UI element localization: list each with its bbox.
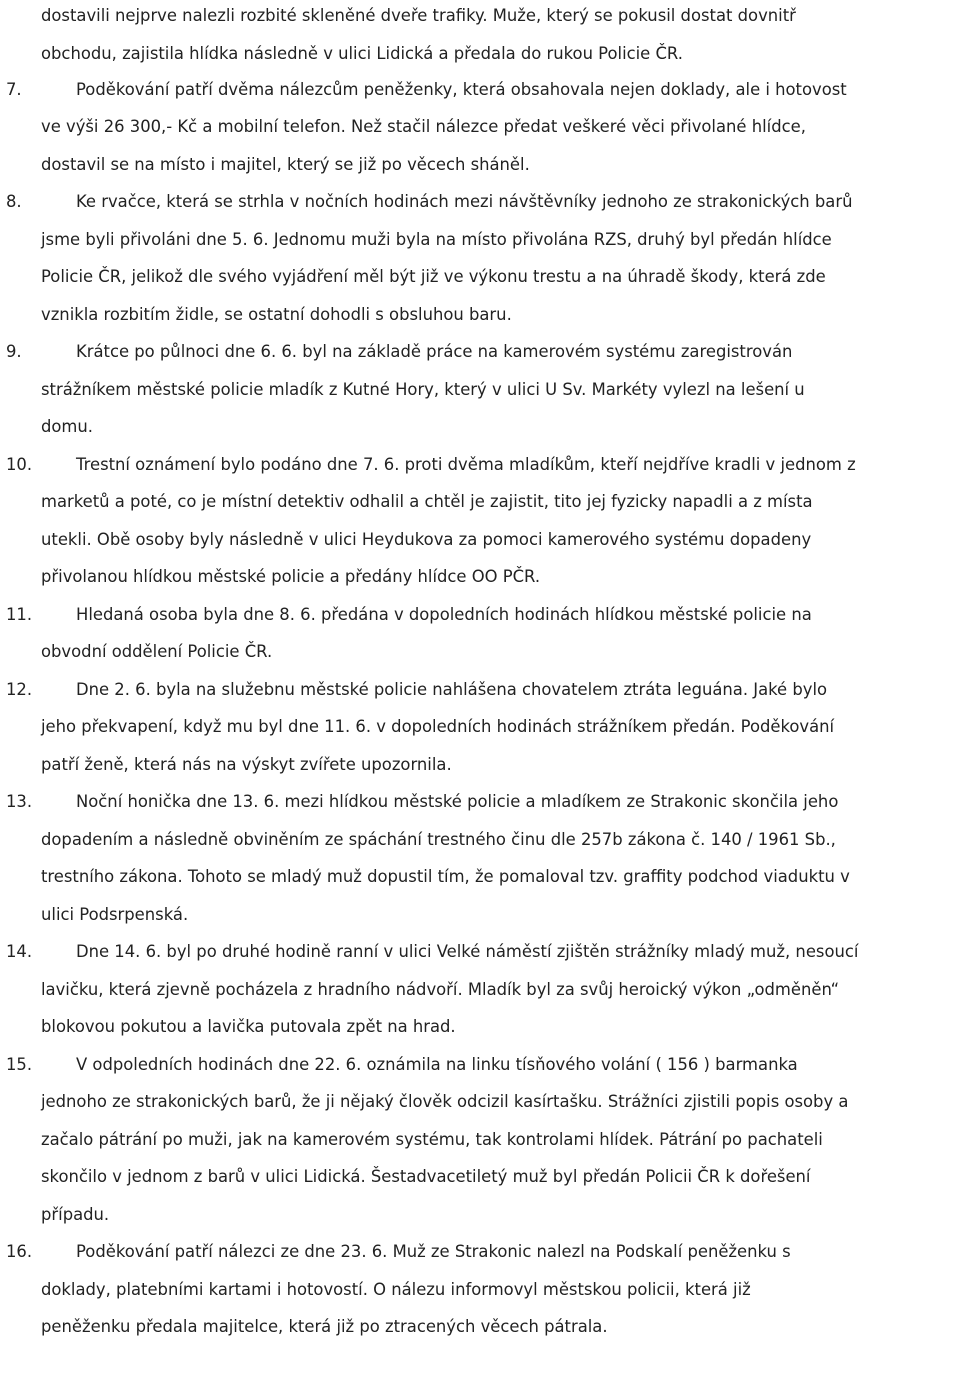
list-item	[0, 671, 945, 784]
list-item	[0, 1233, 945, 1346]
text-line: ulici Podsrpenská.	[41, 904, 189, 924]
text-line: Noční honička dne 13. 6. mezi hlídkou městské policie a mladíkem ze Strakonic skončila jeho	[76, 792, 839, 811]
text-line: jeho překvapení, když mu byl dne 11. 6. v dopoledních hodinách strážníkem předán. Poděkování	[41, 717, 835, 736]
text-line: Policie ČR, jelikož dle svého vyjádření měl být již ve výkonu trestu a na úhradě škody, která zde	[41, 267, 826, 286]
continued-paragraph	[41, 0, 946, 72]
item-text	[41, 183, 945, 333]
item-number: 12.	[6, 679, 33, 699]
text-line: blokovou pokutou a lavička putovala zpět na hrad.	[41, 1017, 456, 1036]
item-text	[41, 596, 945, 671]
item-number: 11.	[6, 604, 33, 624]
list-item	[0, 71, 945, 184]
text-line: Hledaná osoba byla dne 8. 6. předána v dopoledních hodinách hlídkou městské policie na	[76, 604, 812, 624]
list-item	[0, 446, 945, 596]
item-text	[41, 71, 945, 184]
text-line: přivolanou hlídkou městské policie a předány hlídce OO PČR.	[41, 567, 541, 586]
text-line: obchodu, zajistila hlídka následně v ulici Lidická a předala do rukou Policie ČR.	[41, 43, 683, 63]
text-line: trestního zákona. Tohoto se mladý muž dopustil tím, že pomaloval tzv. graffity podchod viaduktu v	[41, 867, 850, 886]
text-line: skončilo v jednom z barů v ulici Lidická. Šestadvacetiletý muž byl předán Policii ČR k dořešení	[41, 1167, 811, 1186]
text-line: Ke rvačce, která se strhla v nočních hodinách mezi návštěvníky jednoho ze strakonických barů	[76, 192, 853, 211]
list-item	[0, 333, 945, 446]
text-line: domu.	[41, 417, 93, 436]
text-line: Krátce po půlnoci dne 6. 6. byl na základě práce na kamerovém systému zaregistrován	[76, 342, 793, 361]
item-number: 14.	[6, 942, 33, 961]
text-line: ve výši 26 300,- Kč a mobilní telefon. Než stačil nálezce předat veškeré věci přivolané hlídce,	[41, 117, 806, 136]
item-text	[41, 446, 945, 596]
list-item	[0, 783, 945, 933]
text-line: začalo pátrání po muži, jak na kamerovém systému, tak kontrolami hlídek. Pátrání po pachateli	[41, 1129, 823, 1149]
text-line: jsme byli přivoláni dne 5. 6. Jednomu muži byla na místo přivolána RZS, druhý byl předán hlídce	[41, 229, 832, 249]
item-text	[41, 1233, 945, 1346]
text-line: případu.	[41, 1204, 110, 1224]
list-item	[0, 1046, 945, 1234]
item-text	[41, 933, 945, 1046]
item-number: 10.	[6, 454, 33, 474]
item-text	[41, 671, 945, 784]
text-line: lavičku, která zjevně pocházela z hradního nádvoří. Mladík byl za svůj heroický výkon „odměněn“	[41, 979, 840, 999]
text-line: dopadením a následně obviněním ze spáchání trestného činu dle 257b zákona č. 140 / 1961 Sb.,	[41, 829, 836, 849]
item-text	[41, 783, 945, 933]
text-line: dostavili nejprve nalezli rozbité skleněné dveře trafiky. Muže, který se pokusil dostat dovnitř	[41, 6, 796, 25]
text-line: Trestní oznámení bylo podáno dne 7. 6. proti dvěma mladíkům, kteří nejdříve kradli v jednom z	[76, 454, 856, 474]
item-number: 9.	[6, 342, 22, 361]
text-line: vznikla rozbitím židle, se ostatní dohodli s obsluhou baru.	[41, 304, 512, 324]
text-line: utekli. Obě osoby byly následně v ulici Heydukova za pomoci kamerového systému dopadeny	[41, 529, 812, 549]
text-line: obvodní oddělení Policie ČR.	[41, 642, 273, 661]
text-line: Dne 14. 6. byl po druhé hodině ranní v ulici Velké náměstí zjištěn strážníky mladý muž, nesoucí	[76, 942, 859, 961]
text-line: V odpoledních hodinách dne 22. 6. oznámila na linku tísňového volání ( 156 ) barmanka	[76, 1054, 798, 1074]
text-line: doklady, platebními kartami i hotovostí. O nálezu informovyl městskou policii, která již	[41, 1279, 751, 1299]
item-number: 13.	[6, 792, 33, 811]
item-text	[41, 333, 945, 446]
item-text	[41, 1046, 945, 1234]
text-line: strážníkem městské policie mladík z Kutné Hory, který v ulici U Sv. Markéty vylezl na lešení u	[41, 379, 805, 399]
item-number: 7.	[6, 79, 22, 99]
list-item	[0, 933, 945, 1046]
text-line: jednoho ze strakonických barů, že ji nějaký člověk odcizil kasírtašku. Strážníci zjistili popis osoby a	[41, 1092, 849, 1111]
item-number: 16.	[6, 1242, 33, 1261]
text-line: patří ženě, která nás na výskyt zvířete upozornila.	[41, 754, 452, 774]
item-number: 15.	[6, 1054, 33, 1074]
list-item	[0, 596, 945, 671]
text-line: Poděkování patří nálezci ze dne 23. 6. Muž ze Strakonic nalezl na Podskalí peněženku s	[76, 1242, 791, 1261]
list-item	[0, 183, 945, 333]
text-line: Poděkování patří dvěma nálezcům peněženky, která obsahovala nejen doklady, ale i hotovost	[76, 79, 847, 99]
text-line: peněženku předala majitelce, která již po ztracených věcech pátrala.	[41, 1317, 608, 1336]
item-number: 8.	[6, 192, 22, 211]
text-line: marketů a poté, co je místní detektiv odhalil a chtěl je zajistit, tito jej fyzicky napadli a z místa	[41, 492, 813, 511]
text-line: Dne 2. 6. byla na služebnu městské policie nahlášena chovatelem ztráta leguána. Jaké bylo	[76, 679, 828, 699]
text-line: dostavil se na místo i majitel, který se již po věcech sháněl.	[41, 154, 530, 174]
